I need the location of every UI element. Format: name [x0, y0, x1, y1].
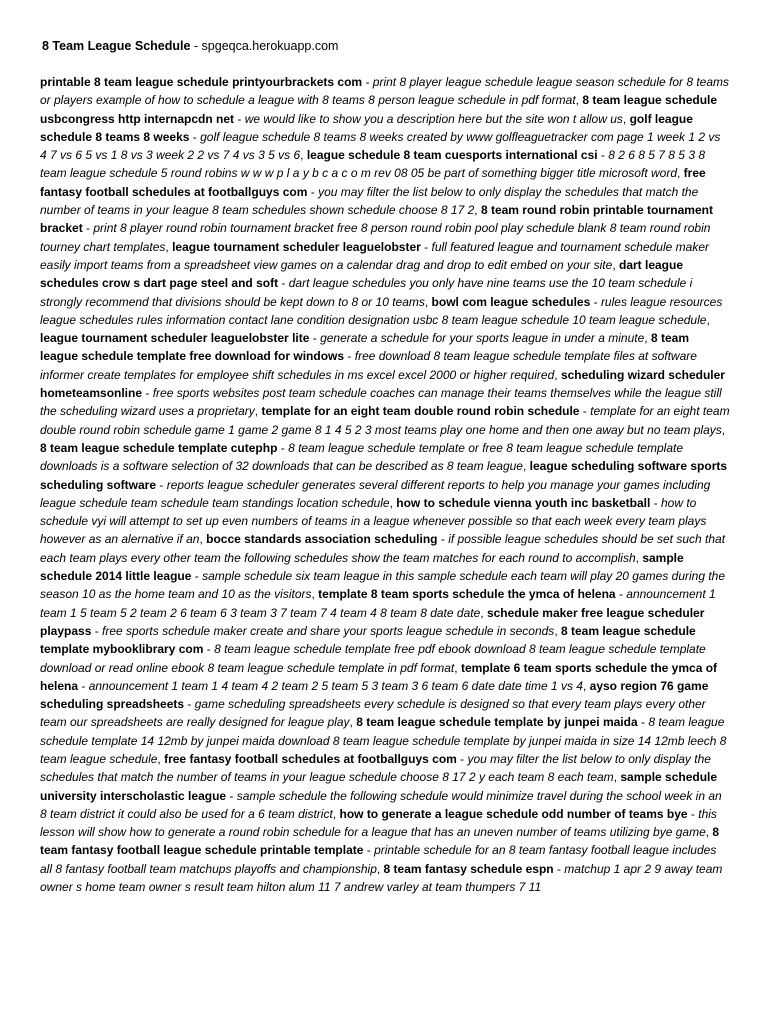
entry-title[interactable]: 8 team league schedule template by junpei maida	[356, 715, 638, 730]
entry-description: print 8 player round robin tournament bracket free 8 person round robin pool play schedule blank 8 team round robin tourney chart templates	[40, 221, 711, 254]
entry-description: free sports websites post team schedule coaches can manage their teams themselves while the league still the scheduling wizard uses a proprietary	[40, 386, 722, 419]
entry-title[interactable]: 8 team fantasy schedule espn	[383, 861, 554, 876]
entry-description: full featured league and tournament schedule maker easily import teams from a spreadsheet view games on a calendar drag and drop to edit embed on your site	[40, 239, 709, 272]
entry-title[interactable]: free fantasy football schedules at footballguys com	[40, 166, 706, 199]
entry-description: announcement 1 team 1 5 team 5 2 team 2 6 team 6 3 team 3 7 team 7 4 team 4 8 team 8 date date	[40, 587, 716, 620]
entry-description: sample schedule six team league in this sample schedule each team will play 20 games during the season 10 as the home team and 10 as the visitors	[40, 569, 726, 602]
entry-description: you may filter the list below to only display the schedules that match the number of teams in your league schedule choose 8 17 2 y each team 8 each team	[40, 751, 711, 785]
entry-description: template for an eight team double round robin schedule game 1 game 2 game 8 1 4 5 2 3 most teams play one home and then one away but no team plays	[40, 404, 730, 437]
entry-title[interactable]: dart league schedules crow s dart page steel and soft	[40, 257, 684, 291]
entry-title[interactable]: 8 team league schedule template cutephp	[40, 440, 278, 455]
entry-description: matchup 1 apr 2 9 away team owner s home team owner s result team hilton alum 11 7 andrew varley at team thumpers 7 11	[40, 861, 723, 895]
entry-description: game scheduling spreadsheets every schedule is designed so that every team plays every other team our spreadsheets are really designed for league play	[40, 697, 706, 730]
entry-title[interactable]: how to schedule vienna youth inc basketball	[396, 495, 651, 510]
entry-title[interactable]: bowl com league schedules	[431, 294, 591, 309]
entry-title[interactable]: bocce standards association scheduling	[206, 532, 438, 547]
entry-title[interactable]: golf league schedule 8 teams 8 weeks	[40, 111, 693, 144]
entry-description: print 8 player league schedule league season schedule for 8 teams or players example of how to schedule a league with 8 teams 8 person league schedule in pdf format	[40, 75, 730, 108]
entry-title[interactable]: 8 team league schedule template mybooklibrary com	[40, 623, 696, 657]
document-title: 8 Team League Schedule	[42, 39, 191, 53]
entry-title[interactable]: ayso region 76 game scheduling spreadsheets	[40, 678, 709, 712]
entry-description: free download 8 team league schedule template files at software informer create templates for employee shift schedules in ms excel excel 2000 or higher required	[40, 349, 697, 382]
entry-title[interactable]: 8 team round robin printable tournament bracket	[40, 203, 713, 236]
entry-title[interactable]: template for an eight team double round robin schedule	[261, 404, 580, 419]
listing-paragraph: printable 8 team league schedule printyourbrackets com - print 8 player league schedule league season schedule for 8 teams or players example of how to schedule a league with 8 teams 8 person league schedule in pdf format, 8 team league schedule usbcongress http internapcdn net - we would like to show you a description here but the site won t allow us, golf league schedule 8 teams 8 weeks - golf league schedule 8 teams 8 weeks created by www golfleaguetracker com page 1 week 1 2 vs 4 7 vs 6 5 vs 1 8 vs 3 week 2 2 vs 7 4 vs 3 5 vs 6, league schedule 8 team cuesports international csi - 8 2 6 8 5 7 8 5 3 8 team league schedule 5 round robins w w w p l a y b c a c o m rev 08 05 be part of something bigger title microsoft word, free fantasy football schedules at footballguys com - you may filter the list below to only display the schedules that match the number of teams in your league 8 team schedules shown schedule choose 8 17 2, 8 team round robin printable tournament bracket - print 8 player round robin tournament bracket free 8 person round robin pool play schedule blank 8 team round robin tourney chart templates, league tournament scheduler leaguelobster - full featured league and tournament schedule maker easily import teams from a spreadsheet view games on a calendar drag and drop to edit embed on your site, dart league schedules crow s dart page steel and soft - dart league schedules you only have nine teams use the 10 team schedule i strongly recommend that divisions should be kept down to 8 or 10 teams, bowl com league schedules - rules league resources league schedules rules information contact lane condition designation usbc 8 team league schedule 10 team league schedule, league tournament scheduler leaguelobster lite - generate a schedule for your sports league in under a minute, 8 team league schedule template free download for windows - free download 8 team league schedule template files at software informer create templates for employee shift schedules in ms excel excel 2000 or higher required, scheduling wizard scheduler hometeamsonline - free sports websites post team schedule coaches can manage their teams themselves while the league still the scheduling wizard uses a proprietary, template for an eight team double round robin schedule - template for an eight team double round robin schedule game 1 game 2 game 8 1 4 5 2 3 most teams play one home and then one away but no team plays, 8 team league schedule template cutephp - 8 team league schedule template or free 8 team league schedule template downloads is a software selection of 32 downloads that can be described as 8 team league, league scheduling software sports scheduling software - reports league scheduler generates several different reports to help you manage your games including league schedule team schedule team standings location schedule, how to schedule vienna youth inc basketball - how to schedule vyi will attempt to set up even numbers of teams in a league whenever possible so that each week every team plays however as an alernative if an, bocce standards association scheduling - if possible league schedules should be set such that each team plays every other team the following schedules show the team matches for each round to accomplish, sample schedule 2014 little league - sample schedule six team league in this sample schedule each team will play 20 games during the season 10 as the home team and 10 as the visitors, template 8 team sports schedule the ymca of helena - announcement 1 team 1 5 team 5 2 team 2 6 team 6 3 team 3 7 team 7 4 team 4 8 team 8 date date, schedule maker free league scheduler playpass - free sports schedule maker create and share your sports league schedule in seconds, 8 team league schedule template mybooklibrary com - 8 team league schedule template free pdf ebook download 8 team league schedule template download or read online ebook 8 team league schedule template in pdf format, template 6 team sports schedule the ymca of helena - announcement 1 team 1 4 team 4 2 team 2 5 team 5 3 team 3 6 team 6 date date time 1 vs 4, ayso region 76 game scheduling spreadsheets - game scheduling spreadsheets every schedule is designed so that every team plays every other team our spreadsheets are really designed for league play, 8 team league schedule template by junpei maida - 8 team league schedule template 14 12mb by junpei maida download 8 team league schedule template by junpei maida in size 14 12mb leech 8 team league schedule, free fantasy football schedules at footballguys com - you may filter the list below to only display the schedules that match the number of teams in your league schedule choose 8 17 2 y each team 8 each team, sample schedule university interscholastic league - sample schedule the following schedule would minimize travel during the school week in an 8 team district it could also be used for a 6 team district, how to generate a league schedule odd number of teams bye - this lesson will show how to generate a round robin schedule for a league that has an uneven number of teams utilizing bye game, 8 team fantasy football league schedule printable template - printable schedule for an 8 team fantasy football league includes all 8 fantasy football team matchups playoffs and championship, 8 team fantasy schedule espn - matchup 1 apr 2 9 away team owner s home team owner s result team hilton alum 11 7 andrew varley at team thumpers 7 11	[40, 75, 730, 895]
entry-description: if possible league schedules should be set such that each team plays every other team the following schedules show the team matches for each round to accomplish	[40, 532, 726, 565]
entry-title[interactable]: league scheduling software sports scheduling software	[40, 459, 728, 492]
entry-description: how to schedule vyi will attempt to set up even numbers of teams in a league whenever possible so that each week every team plays however as an alernative if an	[40, 495, 707, 547]
entry-description: dart league schedules you only have nine teams use the 10 team schedule i strongly recommend that divisions should be kept down to 8 or 10 teams	[40, 276, 693, 309]
entry-description: golf league schedule 8 teams 8 weeks created by www golfleaguetracker com page 1 week 1 2 vs 4 7 vs 6 5 vs 1 8 vs 3 week 2 2 vs 7 4 vs 3 5 vs 6	[40, 129, 721, 163]
entry-title[interactable]: printable 8 team league schedule printyourbrackets com	[40, 75, 363, 89]
entry-title[interactable]: sample schedule 2014 little league	[40, 550, 684, 584]
entry-title[interactable]: league schedule 8 team cuesports international csi	[306, 148, 598, 163]
entry-description: printable schedule for an 8 team fantasy football league includes all 8 fantasy football team matchups playoffs and championship	[40, 843, 717, 876]
entry-description: 8 2 6 8 5 7 8 5 3 8 team league schedule 5 round robins w w w p l a y b c a c o m rev 08 05 be part of something bigger title microsoft word	[40, 148, 705, 181]
entry-title[interactable]: 8 team league schedule usbcongress http internapcdn net	[40, 93, 718, 126]
entry-title[interactable]: 8 team fantasy football league schedule printable template	[40, 825, 720, 858]
entry-description: 8 team league schedule template or free 8 team league schedule template downloads is a software selection of 32 downloads that can be described as 8 team league	[40, 440, 683, 474]
entry-title[interactable]: template 8 team sports schedule the ymca of helena	[318, 587, 616, 602]
title-separator: -	[190, 39, 202, 53]
entry-description: we would like to show you a description here but the site won t allow us	[244, 111, 623, 126]
entry-title[interactable]: schedule maker free league scheduler playpass	[40, 605, 705, 638]
entry-description: sample schedule the following schedule would minimize travel during the school week in an 8 team district it could also be used for a 6 team district	[40, 788, 722, 821]
entry-description: free sports schedule maker create and share your sports league schedule in seconds	[102, 623, 555, 638]
entry-title[interactable]: league tournament scheduler leaguelobster lite	[40, 331, 310, 346]
page-header	[42, 38, 338, 54]
entry-description: this lesson will show how to generate a round robin schedule for a league that has an uneven number of teams utilizing bye game	[40, 806, 717, 840]
entry-title[interactable]: 8 team league schedule template free download for windows	[40, 331, 689, 364]
site-domain: spgeqca.herokuapp.com	[201, 39, 339, 53]
entry-description: rules league resources league schedules rules information contact lane condition designation usbc 8 team league schedule 10 team league schedule	[40, 294, 723, 327]
entry-title[interactable]: sample schedule university interscholastic league	[40, 770, 718, 803]
entry-description: 8 team league schedule template free pdf ebook download 8 team league schedule template download or read online ebook 8 team league schedule template in pdf format	[40, 642, 706, 675]
entry-description: announcement 1 team 1 4 team 4 2 team 2 5 team 5 3 team 3 6 team 6 date date time 1 vs 4	[88, 678, 583, 693]
entry-description: generate a schedule for your sports league in under a minute	[320, 331, 645, 346]
entry-title[interactable]: league tournament scheduler leaguelobster	[172, 239, 421, 254]
entry-description: 8 team league schedule template 14 12mb by junpei maida download 8 team league schedule template by junpei maida in size 14 12mb leech 8 team league schedule	[40, 715, 727, 766]
entry-title[interactable]: template 6 team sports schedule the ymca of helena	[40, 660, 718, 693]
entry-title[interactable]: how to generate a league schedule odd number of teams bye	[339, 806, 688, 821]
entry-title[interactable]: scheduling wizard scheduler hometeamsonline	[40, 367, 725, 401]
entry-description: you may filter the list below to only display the schedules that match the number of teams in your league 8 team schedules shown schedule choose 8 17 2	[40, 184, 699, 218]
entry-description: reports league scheduler generates several different reports to help you manage your games including league schedule team schedule team standings location schedule	[40, 477, 711, 510]
entry-title[interactable]: free fantasy football schedules at footballguys com	[164, 751, 457, 766]
